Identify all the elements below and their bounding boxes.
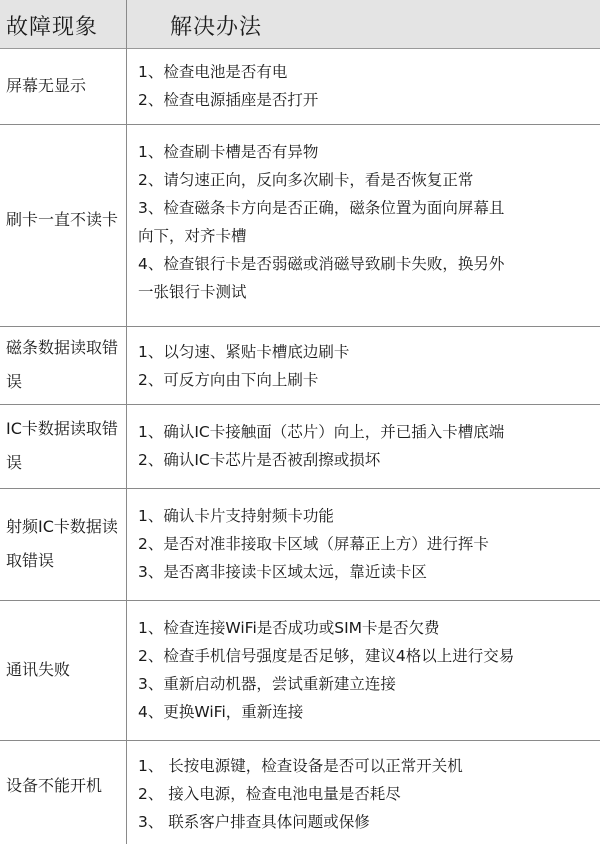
fault-cell: 屏幕无显示 — [6, 76, 87, 95]
solution-line: 一张银行卡测试 — [138, 283, 247, 301]
solution-line: 向下，对齐卡槽 — [138, 227, 247, 245]
solution-line: 4、更换WiFi，重新连接 — [138, 703, 304, 721]
solution-cell — [138, 418, 594, 474]
solution-line: 3、重新启动机器，尝试重新建立连接 — [138, 675, 396, 693]
table-header — [0, 0, 600, 49]
solution-cell — [138, 338, 594, 394]
header-fault: 故障现象 — [6, 15, 99, 40]
solution-line: 2、可反方向由下向上刷卡 — [138, 371, 319, 389]
fault-cell: 设备不能开机 — [6, 776, 103, 795]
solution-line: 1、 长按电源键，检查设备是否可以正常开关机 — [138, 757, 463, 775]
table-row — [0, 124, 600, 327]
table-row — [0, 488, 600, 601]
table-row — [0, 404, 600, 489]
solution-cell — [138, 752, 594, 836]
solution-line: 1、检查刷卡槽是否有异物 — [138, 143, 319, 161]
solution-cell — [138, 58, 594, 114]
solution-line: 3、是否离非接读卡区域太远，靠近读卡区 — [138, 563, 427, 581]
solution-line: 2、检查电源插座是否打开 — [138, 91, 319, 109]
solution-cell — [138, 138, 594, 306]
solution-line: 1、检查连接WiFi是否成功或SIM卡是否欠费 — [138, 619, 440, 637]
solution-line: 1、确认IC卡接触面（芯片）向上，并已插入卡槽底端 — [138, 423, 505, 441]
header-solution: 解决办法 — [170, 15, 263, 40]
solution-line: 2、检查手机信号强度是否足够，建议4格以上进行交易 — [138, 647, 515, 665]
fault-cell: 射频IC卡数据读取错误 — [6, 517, 118, 570]
solution-line: 2、 接入电源，检查电池电量是否耗尽 — [138, 785, 401, 803]
solution-line: 3、检查磁条卡方向是否正确，磁条位置为面向屏幕且 — [138, 199, 505, 217]
fault-cell: 磁条数据读取错误 — [6, 338, 119, 391]
solution-line: 2、请匀速正向，反向多次刷卡，看是否恢复正常 — [138, 171, 474, 189]
solution-line: 2、是否对准非接取卡区域（屏幕正上方）进行挥卡 — [138, 535, 489, 553]
solution-line: 3、 联系客户排查具体问题或保修 — [138, 813, 370, 831]
solution-line: 1、以匀速、紧贴卡槽底边刷卡 — [138, 343, 350, 361]
table-row — [0, 48, 600, 125]
table-row — [0, 600, 600, 741]
fault-cell: IC卡数据读取错误 — [6, 419, 118, 472]
table-row — [0, 326, 600, 405]
table-row — [0, 740, 600, 844]
fault-cell: 通讯失败 — [6, 660, 71, 679]
solution-line: 4、检查银行卡是否弱磁或消磁导致刷卡失败，换另外 — [138, 255, 505, 273]
solution-line: 2、确认IC卡芯片是否被刮擦或损坏 — [138, 451, 381, 469]
solution-cell — [138, 614, 594, 726]
solution-line: 1、检查电池是否有电 — [138, 63, 288, 81]
fault-cell: 刷卡一直不读卡 — [6, 210, 119, 229]
solution-cell — [138, 502, 594, 586]
solution-line: 1、确认卡片支持射频卡功能 — [138, 507, 334, 525]
